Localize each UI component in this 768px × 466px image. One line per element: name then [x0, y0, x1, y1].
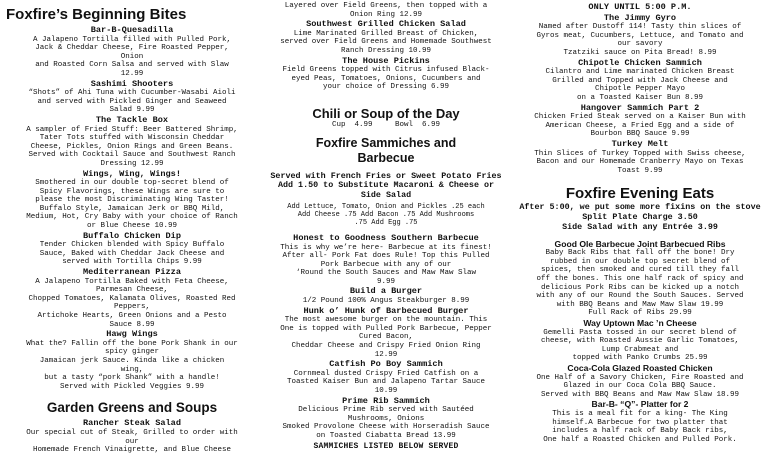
- menu-item-description: Chicken Fried Steak served on a Kaiser Bun with: [534, 113, 746, 122]
- section-title-evening-eats: Foxfire Evening Eats: [565, 185, 715, 203]
- menu-item-description: Full Rack of Ribs 29.99: [588, 309, 692, 318]
- menu-item-name: Mediterranean Pizza: [83, 267, 181, 278]
- section-title-garden-greens: Garden Greens and Soups: [46, 400, 218, 416]
- menu-item: [516, 400, 764, 444]
- sammiches-footer-note: SAMMICHES LISTED BELOW SERVED: [313, 442, 459, 452]
- menu-item-description: Jamaican jerk Sauce. Kinda like a chicken: [39, 356, 225, 365]
- menu-item: [516, 14, 764, 58]
- menu-item-description: ‘Round the South Sauces and Maw Maw Slaw: [295, 269, 477, 278]
- menu-item-description: Pork Barbecue with any of our: [320, 260, 452, 269]
- text-line: our: [125, 437, 139, 446]
- menu-item-description: One half a Roasted Chicken and Pulled Pork.: [543, 435, 737, 444]
- menu-item-description: delicious Pork Ribs can be kicked up a notch: [540, 283, 740, 292]
- menu-item-description: 1/2 Pound 100% Angus Steakburger 8.99: [302, 297, 470, 306]
- menu-item-name: Hawg Wings: [106, 329, 158, 340]
- menu-item-description: Gyros meat, Cucumbers, Lettuce, and Tomato and: [536, 31, 744, 40]
- menu-item-name: Way Uptown Mac ’n Cheese: [583, 318, 697, 329]
- menu-item-description: topped with Panko Crumbs 25.99: [572, 354, 708, 363]
- split-plate-charge: Split Plate Charge 3.50: [582, 212, 698, 223]
- only-until-note: ONLY UNTIL 5:00 P.M.: [588, 2, 692, 12]
- menu-item: [516, 140, 764, 175]
- menu-item-name: Buffalo Chicken Dip: [83, 230, 181, 241]
- menu-item-description: Parmesan Cheese,: [95, 286, 168, 295]
- menu-item-description: Peppers,: [113, 303, 150, 312]
- text-line: Our special cut of Steak, Grilled to order with: [26, 428, 238, 437]
- menu-item-description: Cilantro and Lime marinated Chicken Breast: [545, 68, 735, 77]
- text-line: Add Cheese .75 Add Bacon .75 Add Mushrooms: [297, 210, 475, 219]
- menu-item-description: your choice of Dressing 6.99: [322, 83, 450, 92]
- menu-item-description: Baby Back Ribs that fall off the bone! Dry: [545, 249, 735, 258]
- menu-item-description: Lump Crabmeat and: [601, 345, 679, 354]
- menu-item-description: our savory: [617, 40, 663, 49]
- section-title-sammiches: Foxfire Sammiches and Barbecue: [315, 135, 457, 165]
- menu-item-description: Ranch Dressing 10.99: [340, 46, 431, 55]
- menu-item-name: The Tackle Box: [95, 114, 169, 125]
- menu-item-description: rubbed in our double top secret blend of: [549, 257, 731, 266]
- menu-item-name: Chipotle Chicken Sammich: [578, 57, 702, 68]
- menu-item: [6, 330, 258, 391]
- menu-item-name: The House Pickins: [342, 55, 430, 66]
- menu-item-description: What the? Fallin off the bone Pork Shank in our: [26, 339, 238, 348]
- menu-item-description: with BBQ Beans and Maw Maw Slaw 19.99: [556, 300, 724, 309]
- menu-item-description: Served with Cocktail Sauce and Southwest Ranch: [28, 151, 236, 160]
- menu-item-description: please the most Discriminating Wing Taster!: [35, 196, 229, 205]
- menu-item-name: Bar-B-Quesadilla: [90, 25, 174, 35]
- menu-item-name: Prime Rib Sammich: [342, 395, 430, 406]
- menu-item-description: Cheese, Pickles, Onion Rings and Green Beans.: [30, 142, 234, 151]
- menu-item-description: Named after Dustoff 114! Tasty thin slices of: [538, 23, 742, 32]
- menu-item-description: Served with BBQ Beans and Maw Maw Slaw 18.99: [540, 390, 740, 399]
- menu-item-description: This is why we’re here- Barbecue at its finest!: [280, 243, 492, 252]
- menu-item-description: Served with Pickled Veggies 9.99: [59, 382, 205, 391]
- menu-item-description: Delicious Prime Rib served with Sautéed: [298, 406, 474, 415]
- text-line: Layered over Field Greens, then topped with a: [284, 2, 488, 10]
- menu-item-description: Grilled and Topped with Jack Cheese and: [552, 76, 728, 85]
- menu-item: [6, 232, 258, 267]
- menu-item-description: Tzatziki sauce on Pita Bread! 8.99: [563, 48, 717, 57]
- menu-item-description: Tender Chicken blended with Spicy Buffalo: [39, 241, 225, 250]
- menu-item-description: Toasted Kaiser Bun and Jalapeno Tartar Sauce: [286, 378, 486, 387]
- served-with-note: Served with French Fries or Sweet Potato Fries: [270, 170, 502, 181]
- menu-item-description: Chipotle Pepper Mayo: [594, 85, 685, 94]
- menu-item-description: Sauce 8.99: [109, 320, 155, 329]
- menu-item-name: Rancher Steak Salad: [83, 418, 181, 429]
- menu-item-description: 12.99: [374, 350, 398, 359]
- menu-item-description: Bourbon BBQ Sauce 9.99: [590, 130, 690, 139]
- menu-item-description: One Half of a Savory Chicken, Fire Roasted and: [536, 373, 744, 382]
- column-beginning-bites: [0, 0, 262, 466]
- menu-item-description: Salad 9.99: [109, 106, 155, 115]
- menu-item-description: Smoked Provolone Cheese with Horseradish Sauce: [282, 423, 490, 432]
- menu-item-name: The Jimmy Gyro: [603, 12, 677, 23]
- menu-item-description: Smothered in our double top-secret blend of: [35, 179, 229, 188]
- text-line: Homemade French Vinaigrette, and Blue Cheese: [32, 446, 232, 455]
- menu-item-description: served over Field Greens and Homemade Southwest: [280, 38, 492, 47]
- menu-item: [516, 104, 764, 139]
- menu-item-name: Sashimi Shooters: [90, 78, 174, 89]
- menu-item-description: eyed Peas, Tomatoes, Onions, Cucumbers and: [291, 74, 481, 83]
- menu-item-description: on a Toasted Kaiser Bun 8.99: [576, 93, 704, 102]
- menu-item-description: Chopped Tomatoes, Kalamata Olives, Roasted Red: [28, 294, 236, 303]
- menu-item-description: This is a meal fit for a king- The King: [552, 409, 728, 418]
- menu-item: [266, 287, 506, 305]
- menu-item-description: Jack & Cheddar Cheese, Fire Roasted Pepper,: [35, 44, 229, 53]
- menu-item-description: Tater Tots stuffed with Wisconsin Cheddar: [39, 134, 225, 143]
- menu-item: [6, 170, 258, 231]
- menu-item-description: Bacon and our Homemade Cranberry Mayo on Texas: [536, 158, 744, 167]
- menu-item-name: Turkey Melt: [611, 138, 669, 149]
- evening-intro: After 5:00, we put some more fixins on the stove: [519, 202, 761, 213]
- menu-item-description: Toast 9.99: [617, 166, 663, 175]
- menu-item: [6, 116, 258, 169]
- menu-item-description: includes a half rack of Baby Back ribs,: [552, 427, 728, 436]
- menu-item-description: and Roasted Corn Salsa and served with Slaw: [35, 61, 229, 70]
- menu-item-description: A Jalapeno Tortilla filled with Pulled Pork,: [32, 35, 232, 44]
- menu-item: [266, 234, 506, 287]
- menu-item: [266, 397, 506, 441]
- menu-item-description: A Jalapeno Tortilla Baked with Feta Cheese,: [35, 277, 229, 286]
- chili-prices: [266, 121, 506, 130]
- menu-item-name: Build a Burger: [349, 286, 423, 297]
- cup-price: 4.99: [354, 120, 373, 129]
- menu-item-description: cheese, with Roasted Aussie Garlic Tomatoes,: [540, 337, 740, 346]
- menu-item-description: Cured Bacon,: [358, 333, 413, 342]
- menu-item-description: served with Tortilla Chips 9.99: [62, 258, 202, 267]
- bowl-label: Bowl: [395, 120, 414, 129]
- section-title-beginning-bites: Foxfire’s Beginning Bites: [6, 6, 187, 23]
- menu-item-description: spices, then smoked and cured till they fall: [540, 266, 740, 275]
- menu-item-name: Catfish Po Boy Sammich: [329, 359, 443, 370]
- menu-item-description: or Blue Cheese 10.99: [86, 222, 177, 231]
- menu-item: [6, 26, 258, 79]
- text-line: Onion Ring 12.99: [349, 10, 422, 19]
- menu-item-description: Cornmeal dusted Crispy Fried Catfish on a: [293, 369, 479, 378]
- menu-item-description: 12.99: [120, 69, 144, 78]
- menu-item-description: on Toasted Ciabatta Bread 13.99: [316, 431, 456, 440]
- menu-item-description: One is topped with Pulled Pork Barbecue, Pepper: [280, 324, 492, 333]
- menu-item: [516, 59, 764, 103]
- menu-item-description: 9.99: [376, 277, 395, 286]
- bowl-price: 6.99: [422, 120, 441, 129]
- column-evening-eats: [512, 0, 768, 466]
- menu-item: [516, 364, 764, 399]
- menu-item-description: spicy ginger: [104, 348, 159, 357]
- menu-item-description: Lime Marinated Grilled Breast of Chicken,: [293, 29, 479, 38]
- menu-item: [6, 268, 258, 329]
- menu-item: [6, 80, 258, 115]
- menu-item-description: but a tasty “pork Shank” with a handle!: [44, 374, 220, 383]
- menu-item-description: 10.99: [374, 387, 398, 396]
- menu-item-description: After all- Pork Fat does Rule! Top this Pulled: [282, 252, 490, 261]
- cup-label: Cup: [331, 120, 346, 129]
- menu-item-description: with any of our Round the South Sauces. Served: [536, 292, 744, 301]
- chili-title: Chili or Soup of the Day: [312, 105, 460, 121]
- menu-item-description: wing,: [120, 365, 144, 374]
- menu-item: [266, 360, 506, 395]
- menu-item-name: Hunk o’ Hunk of Barbecued Burger: [303, 305, 469, 316]
- menu-item-description: and served with Pickled Ginger and Seaweed: [37, 97, 227, 106]
- menu-item: [516, 240, 764, 318]
- side-salad-price: Side Salad with any Entrée 3.99: [562, 221, 718, 232]
- menu-item-description: Cheddar Cheese and Crispy Fried Onion Ring: [291, 342, 481, 351]
- menu-item: [516, 319, 764, 363]
- menu-item-name: Good Ole Barbecue Joint Barbecued Ribs: [554, 238, 726, 249]
- menu-item-name: Coca-Cola Glazed Roasted Chicken: [567, 362, 713, 373]
- menu-item-description: American Cheese, a Fried Egg and a side of: [545, 121, 735, 130]
- menu-item-description: Buffalo Style, Jamaican Jerk or BBQ Mild,: [39, 204, 225, 213]
- menu-item-description: off the bones. This one half rack of spicy and: [536, 275, 744, 284]
- substitute-note: Add 1.50 to Substitute Macaroni & Cheese or Side Salad: [277, 180, 495, 201]
- menu-item-name: Southwest Grilled Chicken Salad: [306, 19, 466, 30]
- menu-item-description: Gemelli Pasta tossed in our secret blend of: [543, 328, 737, 337]
- menu-item-description: Glazed in our Coca Cola BBQ Sauce.: [563, 382, 717, 391]
- menu-item-name: Hangover Sammich Part 2: [580, 102, 700, 113]
- menu-item-description: Thin Slices of Turkey Topped with Swiss cheese,: [534, 149, 746, 158]
- menu-item-description: Sauce, Baked with Cheddar Jack Cheese and: [39, 249, 225, 258]
- menu-item-description: Spicy Flavorings, these Wings are sure to: [39, 187, 225, 196]
- menu-item: [266, 307, 506, 360]
- menu-item: [266, 57, 506, 92]
- menu-item-description: The most awesome burger on the mountain. This: [284, 316, 488, 325]
- column-sammiches: [264, 0, 508, 466]
- menu-item-description: Onion: [120, 52, 144, 61]
- menu-item-name: Honest to Goodness Southern Barbecue: [293, 232, 479, 243]
- menu-item-description: Medium, Hot, Cry Baby with your choice of Ranch: [26, 213, 238, 222]
- menu-item-description: A sampler of Fried Stuff: Beer Battered Shrimp,: [26, 125, 238, 134]
- menu-item-description: himself.A Barbecue for two platter that: [552, 418, 728, 427]
- menu-item-name: Wings, Wing, Wings!: [83, 168, 181, 179]
- menu-item: [266, 20, 506, 55]
- menu-item-description: Dressing 12.99: [100, 159, 164, 168]
- menu-item-description: Mushrooms, Onions: [347, 414, 425, 423]
- menu-item-description: “Shots” of Ahi Tuna with Cucumber-Wasabi Aioli: [28, 89, 236, 98]
- menu-item-name: Bar-B- “Q”- Platter for 2: [591, 399, 689, 410]
- menu-item-description: Artichoke Hearts, Green Onions and a Pesto: [37, 312, 227, 320]
- text-line: .75 Add Egg .75: [354, 218, 418, 227]
- menu-item-description: Field Greens topped with Citrus infused Black-: [282, 66, 490, 75]
- text-line: Add Lettuce, Tomato, Onion and Pickles .25 each: [287, 202, 485, 211]
